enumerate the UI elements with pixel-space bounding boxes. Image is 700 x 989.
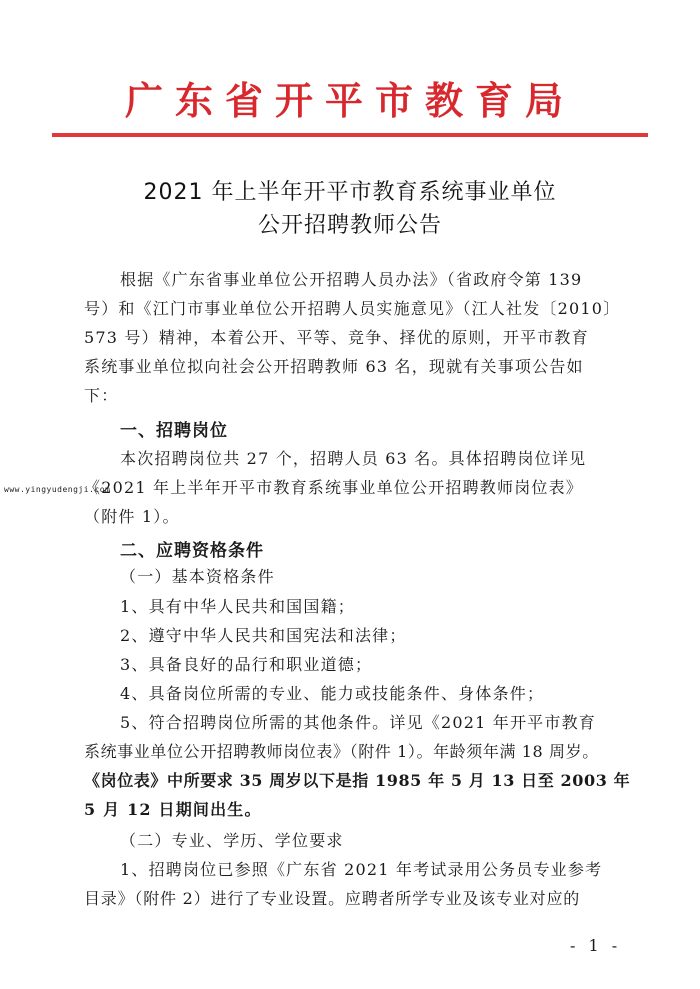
red-divider-line [52,133,648,137]
subsection-2-heading: （二）专业、学历、学位要求 [120,831,344,850]
intro-line-1: 根据《广东省事业单位公开招聘人员办法》（省政府令第 139 [120,270,583,289]
section-2-heading: 二、应聘资格条件 [120,541,264,561]
section-1-line-3: （附件 1）。 [84,507,180,526]
requirement-1-line-2: 目录》（附件 2）进行了专业设置。应聘者所学专业及该专业对应的 [84,889,581,908]
document-title-line-1: 2021 年上半年开平市教育系统事业单位 [143,180,557,205]
condition-item-2: 2、遵守中华人民共和国宪法和法律； [120,626,407,645]
intro-line-5: 下： [84,386,119,405]
intro-line-4: 系统事业单位拟向社会公开招聘教师 63 名，现就有关事项公告如 [84,357,584,376]
document-title-line-2: 公开招聘教师公告 [257,213,442,238]
condition-item-5-line-1: 5、符合招聘岗位所需的其他条件。详见《2021 年开平市教育 [120,713,596,732]
organization-header: 广东省开平市教育局 [124,78,575,123]
page-number: - 1 - [570,936,622,955]
section-1-line-1: 本次招聘岗位共 27 个，招聘人员 63 名。具体招聘岗位详见 [120,449,587,468]
intro-line-2: 号）和《江门市事业单位公开招聘人员实施意见》（江人社发〔2010〕 [84,299,621,318]
condition-item-1: 1、具有中华人民共和国国籍； [120,597,355,616]
condition-item-5-line-4: 5 月 12 日期间出生。 [84,800,262,819]
requirement-1-line-1: 1、招聘岗位已参照《广东省 2021 年考试录用公务员专业参考 [120,860,603,879]
subsection-1-heading: （一）基本资格条件 [120,567,275,586]
condition-item-3: 3、具备良好的品行和职业道德； [120,655,373,674]
condition-item-5-line-3: 《岗位表》中所要求 35 周岁以下是指 1985 年 5 月 13 日至 2003 年 [84,771,631,790]
watermark-url: www.yingyudengji.com [4,485,111,494]
condition-item-4: 4、具备岗位所需的专业、能力或技能条件、身体条件； [120,684,545,703]
section-1-line-2: 《2021 年上半年开平市教育系统事业单位公开招聘教师岗位表》 [84,478,584,497]
condition-item-5-line-2: 系统事业单位公开招聘教师岗位表》（附件 1）。年龄须年满 18 周岁。 [84,742,599,761]
intro-line-3: 573 号）精神，本着公开、平等、竞争、择优的原则，开平市教育 [84,328,589,347]
section-1-heading: 一、招聘岗位 [120,421,228,441]
